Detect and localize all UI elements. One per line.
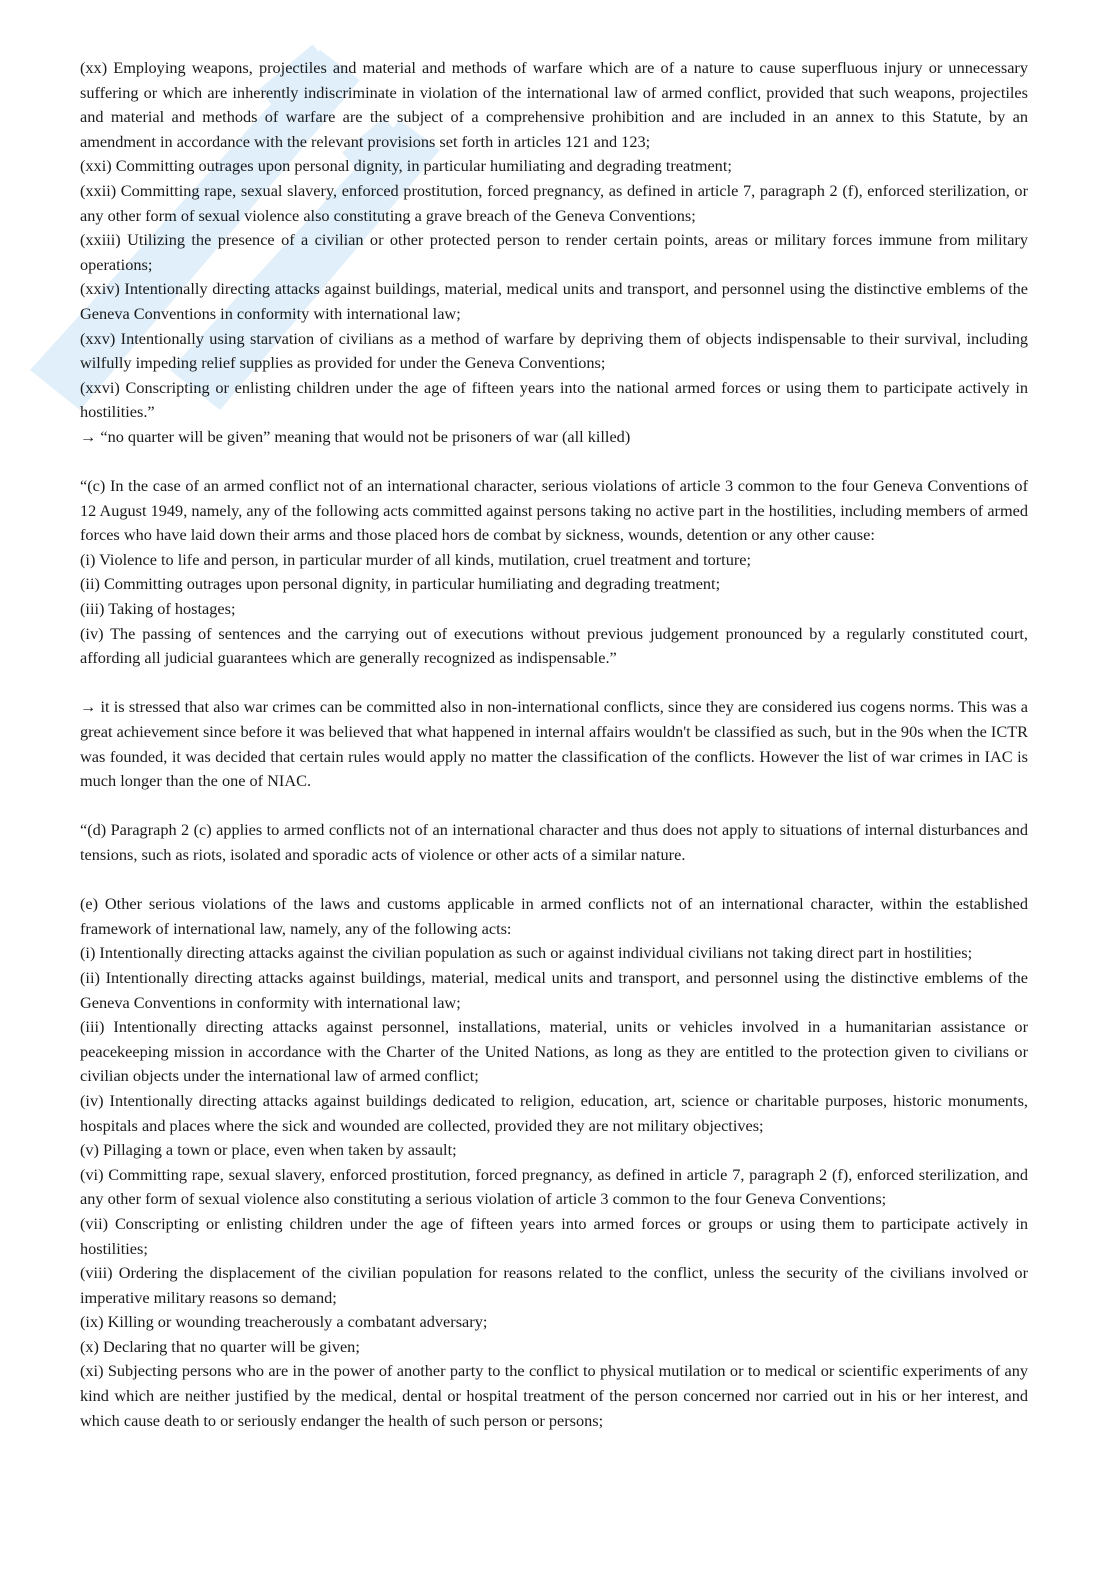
paragraph-e-viii: (viii) Ordering the displacement of the civilian population for reasons related to the conflict, unless the security of the civilians involved or imperative military reasons so demand; — [80, 1263, 1028, 1307]
spacer — [80, 868, 1028, 893]
paragraph-xxiv: (xxiv) Intentionally directing attacks against buildings, material, medical units and transport, and personnel using the distinctive emblems of the Geneva Conventions in conformity with international law; — [80, 279, 1028, 323]
paragraph-e-vii: (vii) Conscripting or enlisting children under the age of fifteen years into armed forces or groups or using them to participate actively in hostilities; — [80, 1213, 1028, 1258]
paragraph-xx: (xx) Employing weapons, projectiles and material and methods of warfare which are of a nature to cause superfluous injury or unnecessary suffering or which are inherently indiscriminate in violation of the international law of armed conflict, provided that such weapons, projectiles and material and methods of warfare are the subject of a comprehensive prohibition and are included in an annex to this Statute, by an amendment in accordance with the relevant provisions set forth in articles 121 and 123; — [80, 58, 1028, 151]
paragraph-xxv: (xxv) Intentionally using starvation of civilians as a method of warfare by depriving them of objects indispensable to their survival, including wilfully impeding relief supplies as provided for under the Geneva Conventions; — [80, 328, 1028, 373]
note-no-quarter: → “no quarter will be given” meaning that would not be prisoners of war (all killed) — [80, 426, 631, 446]
paragraph-e-x: (x) Declaring that no quarter will be given; — [80, 1336, 360, 1356]
paragraph-c-iv: (iv) The passing of sentences and the carrying out of executions without previous judgement pronounced by a regularly constituted court, affording all judicial guarantees which are generally recognized as indispensable.” — [80, 623, 1028, 668]
paragraph-xxvi: (xxvi) Conscripting or enlisting children under the age of fifteen years into the national armed forces or using them to participate actively in hostilities.” — [80, 377, 1028, 422]
paragraph-e-iii: (iii) Intentionally directing attacks against personnel, installations, material, units or vehicles involved in a humanitarian assistance or peacekeeping mission in accordance with the Charter of the United Nations, as long as they are entitled to the protection given to civilians or civilian objects under the international law of armed conflict; — [80, 1017, 1028, 1086]
paragraph-e-i: (i) Intentionally directing attacks against the civilian population as such or against individual civilians not taking direct part in hostilities; — [80, 943, 973, 963]
note-niac: → it is stressed that also war crimes can be committed also in non-international conflicts, since they are considered ius cogens norms. This was a great achievement since before it was believed that what happened in internal affairs wouldn't be classified as such, but in the 90s when the ICTR was founded, it was decided that certain rules would apply no matter the classification of the conflicts. However the list of war crimes in IAC is much longer than the one of NIAC. — [80, 697, 1029, 791]
paragraph-c-i: (i) Violence to life and person, in particular murder of all kinds, mutilation, cruel treatment and torture; — [80, 549, 752, 569]
spacer — [80, 450, 1028, 475]
paragraph-e-ix: (ix) Killing or wounding treacherously a combatant adversary; — [80, 1312, 488, 1332]
paragraph-e-v: (v) Pillaging a town or place, even when taken by assault; — [80, 1140, 457, 1160]
paragraph-e-xi: (xi) Subjecting persons who are in the power of another party to the conflict to physical mutilation or to medical or scientific experiments of any kind which are neither justified by the medical, dental or hospital treatment of the person concerned nor carried out in his or her interest, and which cause death to or seriously endanger the health of such person or persons; — [80, 1361, 1028, 1430]
spacer — [80, 794, 1028, 819]
paragraph-xxiii: (xxiii) Utilizing the presence of a civilian or other protected person to render certain points, areas or military forces immune from military operations; — [80, 230, 1028, 274]
paragraph-c-ii: (ii) Committing outrages upon personal dignity, in particular humiliating and degrading treatment; — [80, 574, 721, 594]
paragraph-c-intro: “(c) In the case of an armed conflict not of an international character, serious violations of article 3 common to the four Geneva Conventions of 12 August 1949, namely, any of the following acts committed against persons taking no active part in the hostilities, including members of armed forces who have laid down their arms and those placed hors de combat by sickness, wounds, detention or any other cause: — [80, 476, 1028, 545]
paragraph-d: “(d) Paragraph 2 (c) applies to armed conflicts not of an international character and thus does not apply to situations of internal disturbances and tensions, such as riots, isolated and sporadic acts of violence or other acts of a similar nature. — [80, 820, 1028, 864]
paragraph-e-vi: (vi) Committing rape, sexual slavery, enforced prostitution, forced pregnancy, as defined in article 7, paragraph 2 (f), enforced sterilization, and any other form of sexual violence also constituting a serious violation of article 3 common to the four Geneva Conventions; — [80, 1164, 1028, 1209]
spacer — [80, 671, 1028, 696]
paragraph-c-iii: (iii) Taking of hostages; — [80, 599, 236, 619]
paragraph-e-iv: (iv) Intentionally directing attacks against buildings dedicated to religion, education, art, science or charitable purposes, historic monuments, hospitals and places where the sick and wounded are collected, provided they are not military objectives; — [80, 1090, 1028, 1135]
paragraph-e-intro: (e) Other serious violations of the laws and customs applicable in armed conflicts not of an international character, within the established framework of international law, namely, any of the following acts: — [80, 894, 1028, 938]
paragraph-e-ii: (ii) Intentionally directing attacks against buildings, material, medical units and transport, and personnel using the distinctive emblems of the Geneva Conventions in conformity with international law; — [80, 967, 1028, 1012]
document-body — [80, 56, 1028, 1433]
paragraph-xxii: (xxii) Committing rape, sexual slavery, enforced prostitution, forced pregnancy, as defined in article 7, paragraph 2 (f), enforced sterilization, or any other form of sexual violence also constituting a grave breach of the Geneva Conventions; — [80, 180, 1028, 225]
paragraph-xxi: (xxi) Committing outrages upon personal dignity, in particular humiliating and degrading treatment; — [80, 156, 732, 176]
